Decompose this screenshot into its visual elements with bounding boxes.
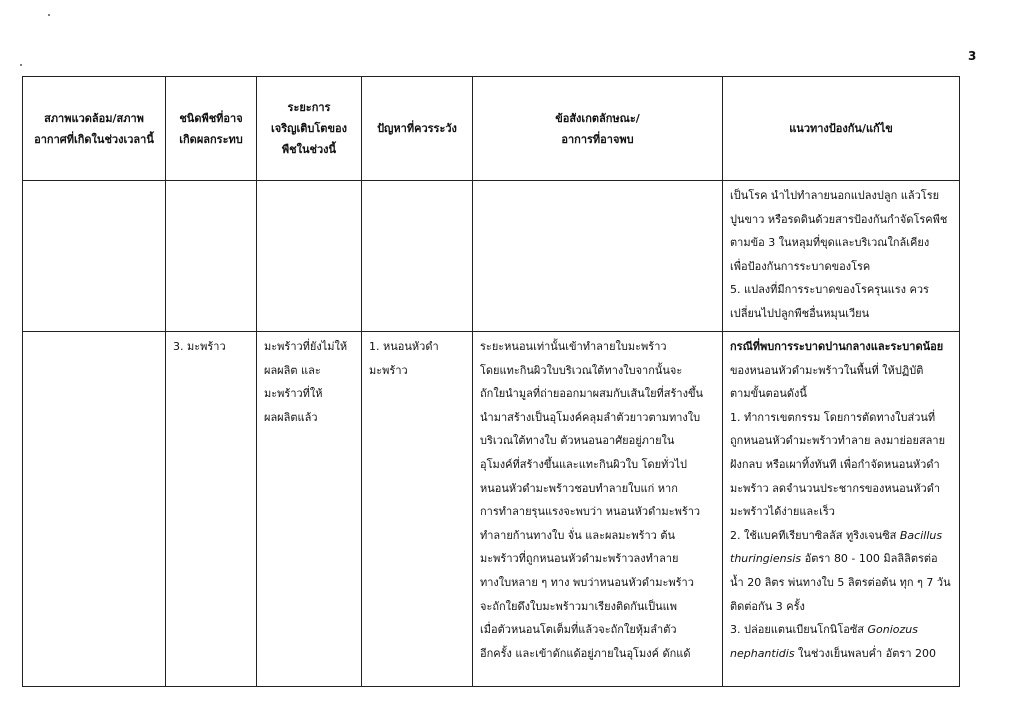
text-line: ติดต่อกัน 3 ครั้ง [730, 599, 805, 613]
page-number: 3 [968, 49, 977, 63]
text-line: จะถักใยดึงใบมะพร้าวมาเรียงติดกันเป็นแพ [480, 599, 678, 613]
text-line [730, 524, 952, 548]
text-line: ผลผลิตแล้ว [264, 410, 318, 424]
text-span: 2. ใช้แบคทีเรียบาซิลลัส ทูริงเจนซิส [730, 528, 900, 542]
text-line: เมื่อตัวหนอนโตเต็มที่แล้วจะถักใยหุ้มลำตัว [480, 623, 677, 637]
table-row [23, 332, 960, 687]
text-line: มะพร้าวที่ยังไม่ให้ [264, 340, 348, 353]
text-span: 3. ปล่อยแตนเบียนโกนิโอซัส [730, 623, 868, 637]
text-line: มะพร้าวที่ถูกหนอนหัวดำมะพร้าวลงทำลาย [480, 552, 679, 566]
text-line: ทำลายก้านทางใบ จั่น และผลมะพร้าว ต้น [480, 528, 676, 542]
solution-heading: กรณีที่พบการระบาดปานกลางและระบาดน้อย [730, 340, 944, 353]
crop-cell [166, 181, 257, 332]
text-line: ปูนขาว หรือรดดินด้วยสารป้องกันกำจัดโรคพืช [730, 212, 948, 226]
text-line: ของหนอนหัวดำมะพร้าวในพื้นที่ ให้ปฏิบัติ [730, 363, 924, 377]
scientific-name: thuringiensis [730, 552, 802, 566]
text-line: 5. แปลงที่มีการระบาดของโรครุนแรง ควร [730, 283, 929, 297]
text-line: 1. หนอนหัวดำ [369, 340, 439, 353]
header-row [23, 77, 960, 181]
scientific-name: Bacillus [899, 528, 943, 542]
symptoms-cell [473, 181, 723, 332]
text-line: อุโมงค์ที่สร้างขึ้นและแทะกินผิวใบ โดยทั่วไป [480, 457, 688, 471]
solution-cell [723, 332, 960, 687]
scan-speck [48, 14, 50, 16]
text-line: 1. ทำการเขตกรรม โดยการตัดทางใบส่วนที่ [730, 410, 936, 424]
text-line: มะพร้าว ลดจำนวนประชากรของหนอนหัวดำ [730, 481, 941, 495]
text-line: หนอนหัวดำมะพร้าวชอบทำลายใบแก่ หาก [480, 481, 678, 495]
text-line: การทำลายรุนแรงจะพบว่า หนอนหัวดำมะพร้าว [480, 505, 701, 519]
text-line: ทางใบหลาย ๆ ทาง พบว่าหนอนหัวดำมะพร้าว [480, 575, 694, 589]
problem-cell [362, 332, 473, 687]
text-span: อัตรา 80 - 100 มิลลิลิตรต่อ [801, 552, 938, 566]
problem-cell [362, 181, 473, 332]
header-solution: แนวทางป้องกัน/แก้ไข [723, 77, 960, 181]
text-line: ถักใยนำมูลที่ถ่ายออกมาผสมกับเส้นใยที่สร้างขึ้น [480, 387, 703, 401]
header-symptoms: ข้อสังเกตลักษณะ/ อาการที่อาจพบ [473, 77, 723, 181]
text-line: เปลี่ยนไปปลูกพืชอื่นหมุนเวียน [730, 306, 870, 320]
text-span: ในช่วงเย็นพลบค่ำ อัตรา 200 [794, 646, 937, 660]
text-line: เป็นโรค นำไปทำลายนอกแปลงปลูก แล้วโรย [730, 189, 940, 202]
crop-cell [166, 332, 257, 687]
header-environment: สภาพแวดล้อม/สภาพ อากาศที่เกิดในช่วงเวลานี้ [23, 77, 166, 181]
environment-cell [23, 332, 166, 687]
text-line [730, 547, 952, 571]
text-line [730, 618, 952, 642]
text-line: ถูกหนอนหัวดำมะพร้าวทำลาย ลงมาย่อยสลาย [730, 434, 946, 448]
text-line: โดยแทะกินผิวใบบริเวณใต้ทางใบจากนั้นจะ [480, 363, 683, 377]
text-line: บริเวณใต้ทางใบ ตัวหนอนอาศัยอยู่ภายใน [480, 434, 675, 448]
scan-speck [20, 64, 22, 66]
scientific-name: Goniozus [867, 623, 919, 637]
pest-management-table [22, 76, 960, 687]
text-line: ฝังกลบ หรือเผาทิ้งทันที เพื่อกำจัดหนอนหัวดำ [730, 457, 940, 471]
text-line [730, 642, 952, 666]
table-row [23, 181, 960, 332]
header-problem: ปัญหาที่ควรระวัง [362, 77, 473, 181]
growth-stage-cell [257, 332, 362, 687]
text-line: ตามข้อ 3 ในหลุมที่ขุดและบริเวณใกล้เคียง [730, 236, 930, 250]
text-line: ผลผลิต และ [264, 363, 321, 377]
text-line: น้ำ 20 ลิตร พ่นทางใบ 5 ลิตรต่อต้น ทุก ๆ 7 วัน [730, 575, 951, 589]
header-growth-stage: ระยะการ เจริญเติบโตของ พืชในช่วงนี้ [257, 77, 362, 181]
environment-cell [23, 181, 166, 332]
text-line: อีกครั้ง และเข้าดักแด้อยู่ภายในอุโมงค์ ดักแด้ [480, 646, 691, 660]
crop-name: 3. มะพร้าว [173, 340, 226, 353]
text-line: นำมาสร้างเป็นอุโมงค์คลุมลำตัวยาวตามทางใบ [480, 410, 701, 424]
text-line: มะพร้าว [369, 363, 408, 377]
text-line: ระยะหนอนเท่านั้นเข้าทำลายใบมะพร้าว [480, 340, 667, 353]
growth-stage-cell [257, 181, 362, 332]
solution-cell [723, 181, 960, 332]
text-line: เพื่อป้องกันการระบาดของโรค [730, 259, 871, 273]
text-line: มะพร้าวได้ง่ายและเร็ว [730, 505, 835, 519]
text-line: มะพร้าวที่ให้ [264, 387, 323, 401]
text-line: ตามขั้นตอนดังนี้ [730, 387, 807, 401]
symptoms-cell [473, 332, 723, 687]
header-crop: ชนิดพืชที่อาจ เกิดผลกระทบ [166, 77, 257, 181]
scientific-name: nephantidis [730, 646, 795, 660]
